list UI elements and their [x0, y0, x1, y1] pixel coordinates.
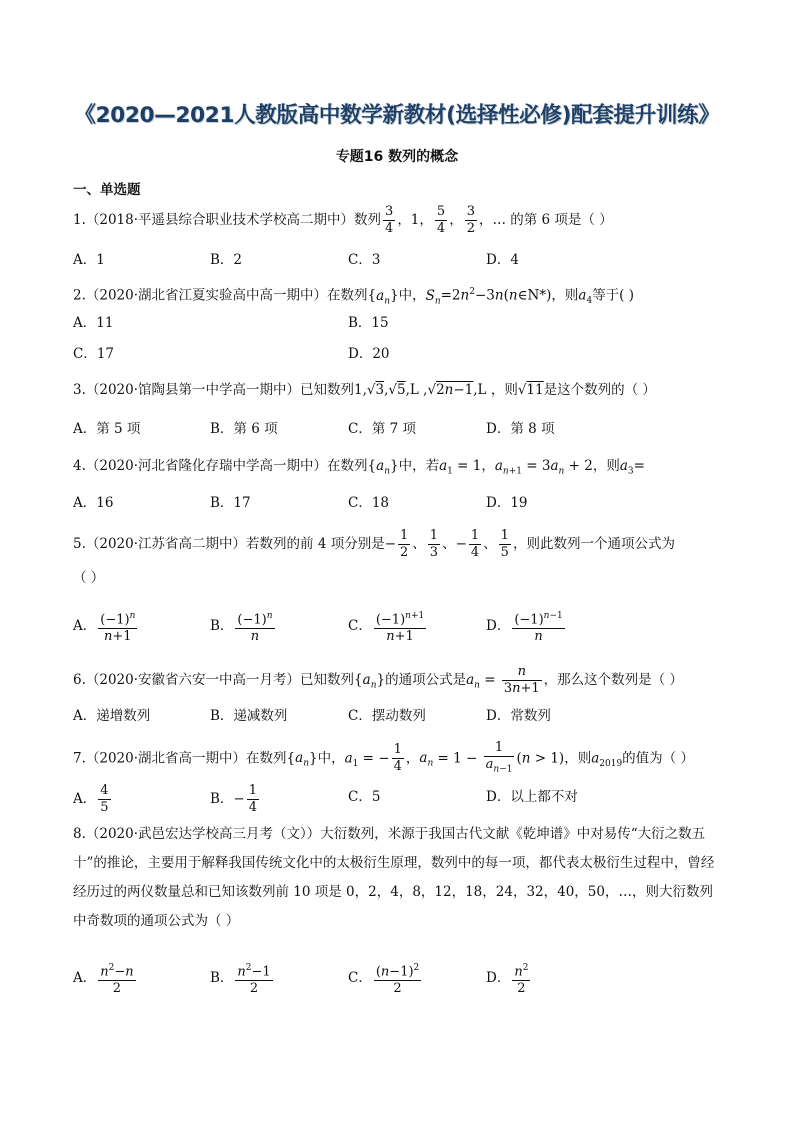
question-1: 1.（2018·平遥县综合职业技术学校高二期中）数列 $\frac{3}{4}$ ，1， $\frac{5}{4}$ ， $\frac{3}{2}$ ，… 的第 6 项是（ ）	[73, 204, 613, 236]
q8-option-d[interactable]: D． $\frac{n^2}{2}$	[486, 960, 532, 997]
q6-option-b[interactable]: B．递减数列	[210, 708, 288, 724]
q1-option-a[interactable]: A．1	[73, 252, 105, 268]
q4-option-b[interactable]: B．17	[210, 495, 251, 511]
section-heading: 一、单选题	[73, 182, 141, 198]
q6-option-c[interactable]: C．摆动数列	[348, 708, 426, 724]
q1-option-c[interactable]: C．3	[348, 252, 381, 268]
q8-option-c[interactable]: C． $\frac{(n-1)^2}{2}$	[348, 960, 423, 997]
q1-option-b[interactable]: B．2	[210, 252, 243, 268]
q7-option-a[interactable]: A． $\frac{4}{5}$	[73, 783, 109, 815]
q8-option-b[interactable]: B． $\frac{n^2-1}{2}$	[210, 960, 275, 997]
q5-option-b[interactable]: B． $\frac{(-1)^n}{n}$	[210, 608, 277, 645]
q3-option-d[interactable]: D．第 8 项	[486, 421, 555, 437]
question-2: 2.（2020·湖北省江夏实验高中高一期中）在数列$\{a_n\}$中，$S_n=2n^2-3n(n\in N*)$，则$a_4$等于( )	[73, 287, 635, 307]
document-title: 《2020—2021人教版高中数学新教材(选择性必修)配套提升训练》	[74, 103, 720, 128]
question-7: 7.（2020·湖北省高一期中）在数列$\{a_n\}$中，$a_1$ = − $\frac{1}{4}$ ，$a_n = 1$ − $\frac{1}{a_{n-1}}$ (n > 1)，则$a_{2019}$的值为（ ）	[73, 740, 694, 775]
q7-option-b[interactable]: B．− $\frac{1}{4}$	[210, 783, 258, 815]
q4-option-c[interactable]: C．18	[348, 495, 390, 511]
question-3: 3.（2020·馆陶县第一中学高一期中）已知数列1,√3,√5,L ,√2n−1,L ，则√11是这个数列的（ ）	[73, 382, 656, 398]
q3-option-a[interactable]: A．第 5 项	[73, 421, 141, 437]
q3-option-c[interactable]: C．第 7 项	[348, 421, 417, 437]
q5-answer-paren: （ ）	[73, 570, 105, 586]
question-6: 6.（2020·安徽省六安一中高一月考）已知数列$\{a_n\}$的通项公式是$a_n$ = $\frac{n}{3n+1}$ ，那么这个数列是（ ）	[73, 664, 683, 696]
q3-option-b[interactable]: B．第 6 项	[210, 421, 278, 437]
q7-option-d[interactable]: D．以上都不对	[486, 789, 578, 805]
q4-option-d[interactable]: D．19	[486, 495, 528, 511]
q2-option-c[interactable]: C．17	[73, 346, 115, 362]
q1-option-d[interactable]: D．4	[486, 252, 519, 268]
q2-option-a[interactable]: A．11	[73, 315, 114, 331]
topic-subtitle: 专题16 数列的概念	[335, 149, 459, 165]
question-4: 4.（2020·河北省隆化存瑞中学高一期中）在数列$\{a_n\}$中，若$a_1 = 1$，$a_{n+1} = 3a_n + 2$，则$a_3=$	[73, 458, 645, 477]
q6-option-d[interactable]: D．常数列	[486, 708, 551, 724]
q7-option-c[interactable]: C．5	[348, 789, 381, 805]
question-8: 8.（2020·武邑宏达学校高三月考（文））大衍数列，米源于我国古代文献《乾坤谱》中对易传“大衍之数五十”的推论，主要用于解释我国传统文化中的太极衍生原理，数列中的每一项，都代表太极衍生过程中，曾经经历过的两仪数量总和已知该数列前 10 项是 0，2，4，8，12，18，24，32，40，50，…，则大衍数列中奇数项的通项公式为（ ）	[73, 826, 715, 929]
q5-option-a[interactable]: A． $\frac{(-1)^n}{n+1}$	[73, 608, 139, 645]
q2-option-d[interactable]: D．20	[348, 346, 390, 362]
q5-option-d[interactable]: D． $\frac{(-1)^{n-1}}{n}$	[486, 608, 567, 645]
q2-option-b[interactable]: B．15	[348, 315, 389, 331]
q6-option-a[interactable]: A．递增数列	[73, 708, 151, 724]
q4-option-a[interactable]: A．16	[73, 495, 114, 511]
q8-option-a[interactable]: A． $\frac{n^2-n}{2}$	[73, 960, 138, 997]
q5-option-c[interactable]: C． $\frac{(-1)^{n+1}}{n+1}$	[348, 608, 428, 645]
question-5: 5.（2020·江苏省高二期中）若数列的前 4 项分别是− $\frac{1}{2}$ 、 $\frac{1}{3}$ 、− $\frac{1}{4}$ 、 $\frac{1}{5}$ ，则此数列一个通项公式为	[73, 528, 675, 560]
